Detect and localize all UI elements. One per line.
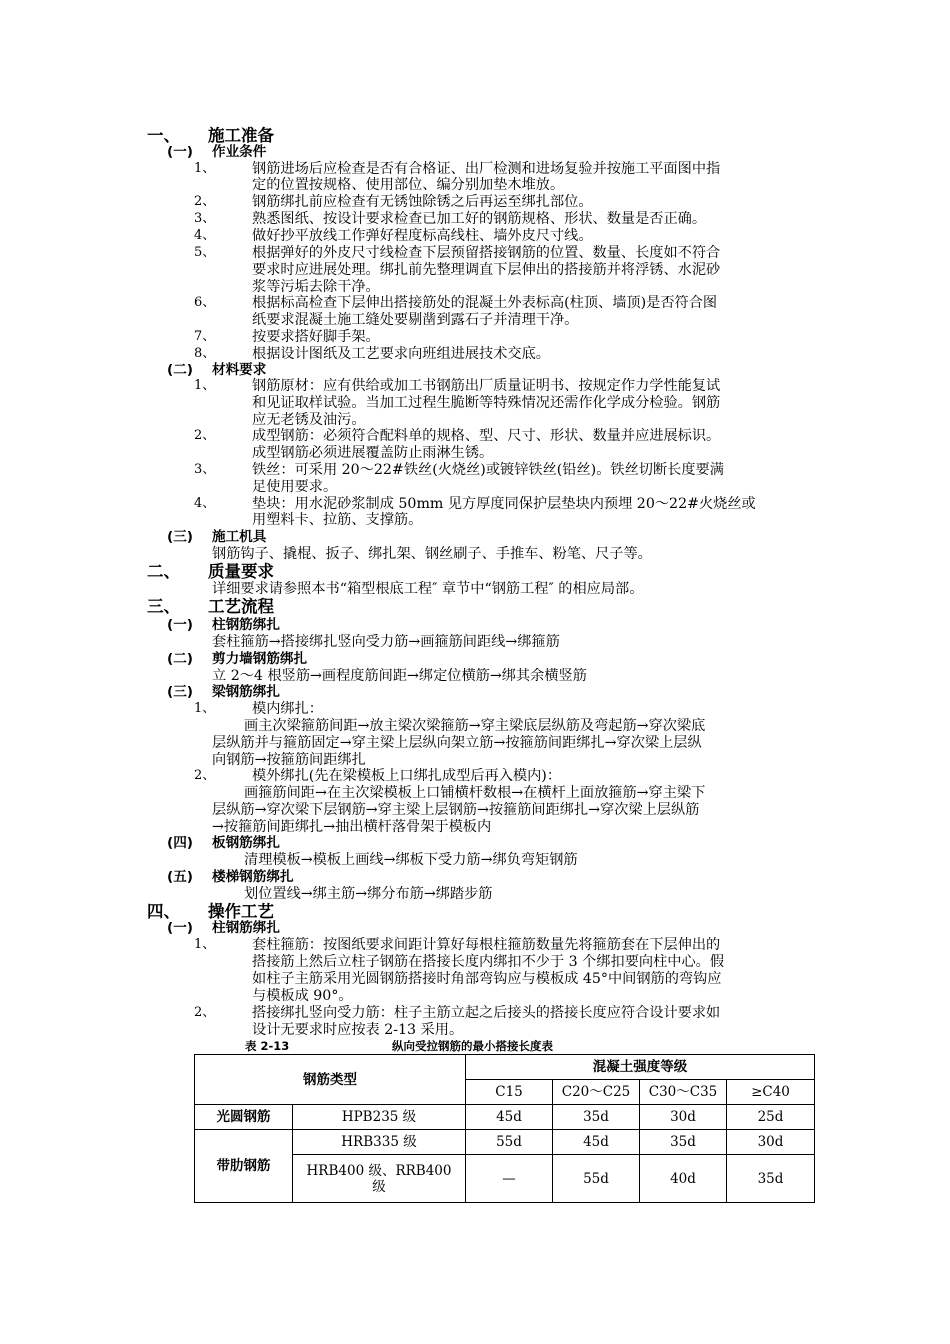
process-flow: 清理模板→模板上画线→绑板下受力筋→绑负弯矩钢筋 xyxy=(244,852,578,868)
list-number: 4、 xyxy=(194,496,216,511)
list-text: 纸要求混凝土施工缝处要剔凿到露石子并清理干净。 xyxy=(252,312,579,328)
list-number: 3、 xyxy=(194,211,216,226)
list-number: 5、 xyxy=(194,245,216,260)
list-number: 8、 xyxy=(194,346,216,361)
process-flow: 画主次梁箍筋间距→放主梁次梁箍筋→穿主梁底层纵筋及弯起筋→穿次梁底 xyxy=(244,718,706,734)
table-caption-number: 表 2-13 xyxy=(245,1039,290,1053)
value-cell: 40d xyxy=(640,1155,727,1203)
list-text: 根据弹好的外皮尺寸线检查下层预留搭接钢筋的位置、数量、长度如不符合 xyxy=(252,245,721,261)
subsection-1b-number: (二) xyxy=(167,362,194,378)
section-4-title: 操作工艺 xyxy=(208,902,274,921)
subsection-4a-number: (一) xyxy=(167,920,194,936)
value-cell: 45d xyxy=(553,1130,640,1155)
process-flow: 画箍筋间距→在主次梁模板上口铺横杆数根→在横杆上面放箍筋→穿主梁下 xyxy=(244,785,706,801)
list-text: 按要求搭好脚手架。 xyxy=(252,329,380,345)
list-number: 2、 xyxy=(194,428,216,443)
section-2-number: 二、 xyxy=(147,562,180,581)
list-text: 设计无要求时应按表 2-13 采用。 xyxy=(252,1022,464,1038)
subsection-1a-number: (一) xyxy=(167,144,194,160)
section-4-number: 四、 xyxy=(147,902,180,921)
subsection-1c-title: 施工机具 xyxy=(212,529,267,545)
list-text: 定的位置按规格、使用部位、编分别加垫木堆放。 xyxy=(252,177,565,193)
list-text: 熟悉图纸、按设计要求检查已加工好的钢筋规格、形状、数量是否正确。 xyxy=(252,211,707,227)
type-cell: HRB400 级、RRB400 级 xyxy=(293,1155,466,1203)
section-1-number: 一、 xyxy=(147,126,180,145)
list-number: 1、 xyxy=(194,161,216,176)
list-text: 用塑料卡、拉筋、支撑筋。 xyxy=(252,512,423,528)
list-number: 7、 xyxy=(194,329,216,344)
list-heading: 模内绑扎： xyxy=(252,701,323,717)
subsection-3b-number: (二) xyxy=(167,651,194,667)
type-cell: HRB335 级 xyxy=(293,1130,466,1155)
process-flow: 层纵筋并与箍筋固定→穿主梁上层纵向架立筋→按箍筋间距绑扎→穿次梁上层纵 xyxy=(212,735,702,751)
table-row xyxy=(195,1130,815,1155)
section-3-number: 三、 xyxy=(147,597,180,616)
list-text: 根据设计图纸及工艺要求向班组进展技术交底。 xyxy=(252,346,550,362)
list-number: 1、 xyxy=(194,701,216,716)
list-number: 2、 xyxy=(194,768,216,783)
grade-cell: C30～C35 xyxy=(640,1080,727,1105)
paragraph: 详细要求请参照本书“箱型根底工程″ 章节中“钢筋工程″ 的相应局部。 xyxy=(212,581,644,597)
list-text: 做好抄平放线工作弹好程度标高线柱、墙外皮尺寸线。 xyxy=(252,228,593,244)
list-text: 成型钢筋：必须符合配料单的规格、型、尺寸、形状、数量并应进展标识。 xyxy=(252,428,721,444)
value-cell: 45d xyxy=(466,1105,553,1130)
grade-cell: ≥C40 xyxy=(727,1080,815,1105)
list-number: 2、 xyxy=(194,194,216,209)
list-text: 钢筋原材：应有供给或加工书钢筋出厂质量证明书、按规定作力学性能复试 xyxy=(252,378,721,394)
value-cell: 25d xyxy=(727,1105,815,1130)
list-number: 4、 xyxy=(194,228,216,243)
grade-cell: C20～C25 xyxy=(553,1080,640,1105)
value-cell: — xyxy=(466,1155,553,1203)
list-text: 钢筋绑扎前应检查有无锈蚀除锈之后再运至绑扎部位。 xyxy=(252,194,593,210)
process-flow: →按箍筋间距绑扎→抽出横杆落骨架于模板内 xyxy=(212,819,492,835)
category-cell: 光圆钢筋 xyxy=(195,1105,293,1130)
process-flow: 划位置线→绑主筋→绑分布筋→绑踏步筋 xyxy=(244,886,493,902)
list-text: 足使用要求。 xyxy=(252,479,338,495)
list-number: 3、 xyxy=(194,462,216,477)
header-concrete-grade: 混凝土强度等级 xyxy=(466,1055,815,1080)
header-rebar-type: 钢筋类型 xyxy=(195,1055,466,1105)
list-text: 套柱箍筋：按图纸要求间距计算好每根柱箍筋数量先将箍筋套在下层伸出的 xyxy=(252,937,721,953)
subsection-1a-title: 作业条件 xyxy=(212,144,267,160)
list-text: 根据标高检查下层伸出搭接筋处的混凝土外表标高(柱顶、墙顶)是否符合图 xyxy=(252,295,718,311)
subsection-4a-title: 柱钢筋绑扎 xyxy=(212,920,280,936)
value-cell: 30d xyxy=(727,1130,815,1155)
value-cell: 55d xyxy=(466,1130,553,1155)
list-text: 垫块：用水泥砂浆制成 50mm 见方厚度同保护层垫块内预埋 20～22#火烧丝或 xyxy=(252,496,756,512)
process-flow: 立 2～4 根竖筋→画程度筋间距→绑定位横筋→绑其余横竖筋 xyxy=(212,668,587,684)
value-cell: 30d xyxy=(640,1105,727,1130)
grade-cell: C15 xyxy=(466,1080,553,1105)
list-heading: 模外绑扎(先在梁模板上口绑扎成型后再入模内)： xyxy=(252,768,562,784)
list-text: 要求时应进展处理。绑扎前先整理调直下层伸出的搭接筋并将浮锈、水泥砂 xyxy=(252,262,721,278)
list-text: 应无老锈及油污。 xyxy=(252,412,366,428)
paragraph: 钢筋钩子、撬棍、扳子、绑扎架、钢丝刷子、手推车、粉笔、尺子等。 xyxy=(212,546,652,562)
subsection-3c-title: 梁钢筋绑扎 xyxy=(212,684,280,700)
table-row xyxy=(195,1105,815,1130)
list-text: 如柱子主筋采用光圆钢筋搭接时角部弯钩应与模板成 45°中间钢筋的弯钩应 xyxy=(252,971,722,987)
list-number: 2、 xyxy=(194,1005,216,1020)
list-number: 1、 xyxy=(194,378,216,393)
subsection-3a-number: (一) xyxy=(167,617,194,633)
list-text: 浆等污垢去除干净。 xyxy=(252,279,380,295)
list-number: 6、 xyxy=(194,295,216,310)
subsection-3e-number: (五) xyxy=(167,869,194,885)
list-number: 1、 xyxy=(194,937,216,952)
section-3-title: 工艺流程 xyxy=(208,597,274,616)
process-flow: 套柱箍筋→搭接绑扎竖向受力筋→画箍筋间距线→绑箍筋 xyxy=(212,634,560,650)
list-text: 搭接绑扎竖向受力筋：柱子主筋立起之后接头的搭接长度应符合设计要求如 xyxy=(252,1005,721,1021)
subsection-3a-title: 柱钢筋绑扎 xyxy=(212,617,280,633)
value-cell: 35d xyxy=(640,1130,727,1155)
process-flow: 向钢筋→按箍筋间距绑扎 xyxy=(212,752,366,768)
list-text: 搭接筋上然后立柱子钢筋在搭接长度内绑扣不少于 3 个绑扣要向柱中心。假 xyxy=(252,954,725,970)
table-caption-title: 纵向受拉钢筋的最小搭接长度表 xyxy=(392,1039,553,1053)
subsection-3d-title: 板钢筋绑扎 xyxy=(212,835,280,851)
subsection-3c-number: (三) xyxy=(167,684,194,700)
list-text: 铁丝：可采用 20～22#铁丝(火烧丝)或镀锌铁丝(铅丝)。铁丝切断长度要满 xyxy=(252,462,724,478)
value-cell: 35d xyxy=(553,1105,640,1130)
subsection-1c-number: (三) xyxy=(167,529,194,545)
list-text: 和见证取样试验。当加工过程生脆断等特殊情况还需作化学成分检验。钢筋 xyxy=(252,395,721,411)
section-2-title: 质量要求 xyxy=(208,562,274,581)
category-cell: 带肋钢筋 xyxy=(195,1130,293,1203)
value-cell: 35d xyxy=(727,1155,815,1203)
lap-length-table xyxy=(194,1054,815,1203)
subsection-3d-number: (四) xyxy=(167,835,194,851)
type-cell: HPB235 级 xyxy=(293,1105,466,1130)
list-text: 钢筋进场后应检查是否有合格证、出厂检测和进场复验并按施工平面图中指 xyxy=(252,161,721,177)
list-text: 成型钢筋必须进展覆盖防止雨淋生锈。 xyxy=(252,445,494,461)
subsection-3b-title: 剪力墙钢筋绑扎 xyxy=(212,651,308,667)
list-text: 与模板成 90°。 xyxy=(252,988,353,1004)
subsection-1b-title: 材料要求 xyxy=(212,362,267,378)
process-flow: 层纵筋→穿次梁下层钢筋→穿主梁上层钢筋→按箍筋间距绑扎→穿次梁上层纵筋 xyxy=(212,802,700,818)
subsection-3e-title: 楼梯钢筋绑扎 xyxy=(212,869,294,885)
section-1-title: 施工准备 xyxy=(208,126,274,145)
value-cell: 55d xyxy=(553,1155,640,1203)
